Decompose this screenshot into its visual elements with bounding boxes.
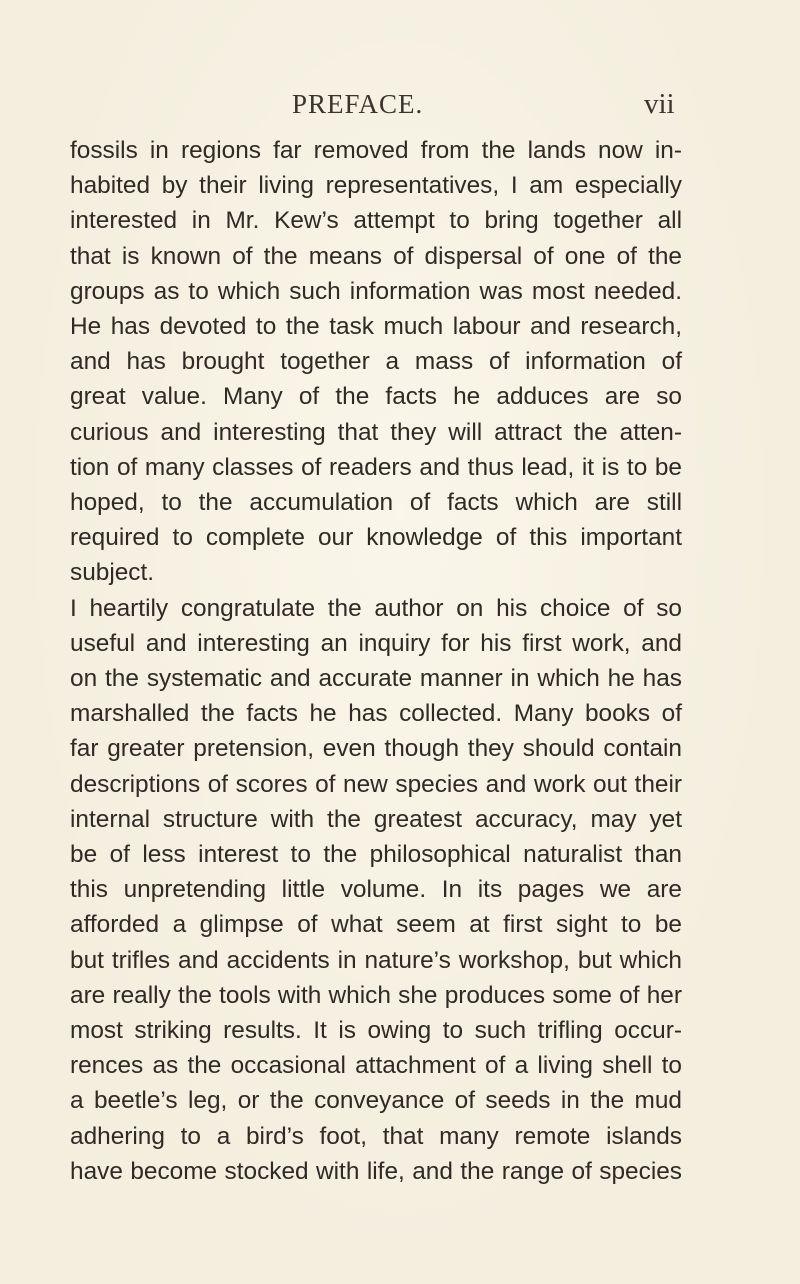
text-line: hoped, to the accumulation of facts which are still xyxy=(70,489,682,516)
text-line: useful and interesting an inquiry for his first work, and xyxy=(70,629,682,657)
text-line: habited by their living representatives, I am especially xyxy=(70,172,682,200)
text-line: fossils in regions far removed from the lands now in- xyxy=(70,137,682,164)
text-line: curious and interesting that they will attract the atten- xyxy=(70,418,682,446)
text-line: afforded a glimpse of what seem at first sight to be xyxy=(70,911,682,939)
text-line: and has brought together a mass of information of xyxy=(70,348,682,376)
text-line: be of less interest to the philosophical naturalist than xyxy=(70,841,682,868)
text-line: a beetle’s leg, or the conveyance of seeds in the mud xyxy=(70,1087,682,1115)
text-line: required to complete our knowledge of this important xyxy=(70,524,682,552)
text-line: that is known of the means of dispersal of one of the xyxy=(70,242,682,270)
text-line: internal structure with the greatest accuracy, may yet xyxy=(70,805,682,833)
running-head xyxy=(0,86,800,122)
text-line: but trifles and accidents in nature’s workshop, but which xyxy=(70,946,682,974)
text-line: great value. Many of the facts he adduces are so xyxy=(70,383,682,411)
text-line: on the systematic and accurate manner in which he has xyxy=(70,665,682,692)
running-head-title: PREFACE. xyxy=(292,89,424,119)
text-line: adhering to a bird’s foot, that many remote islands xyxy=(70,1122,682,1150)
text-line: most striking results. It is owing to such trifling occur- xyxy=(70,1017,682,1044)
text-line: groups as to which such information was most needed. xyxy=(70,277,682,305)
text-line: this unpretending little volume. In its pages we are xyxy=(70,876,682,904)
text-line: are really the tools with which she produces some of her xyxy=(70,981,682,1009)
text-line: have become stocked with life, and the range of species xyxy=(70,1157,682,1185)
text-line: rences as the occasional attachment of a living shell to xyxy=(70,1052,682,1080)
text-line: I heartily congratulate the author on his choice of so xyxy=(70,594,682,622)
text-line: descriptions of scores of new species and work out their xyxy=(70,770,682,798)
text-line: subject. xyxy=(70,559,155,587)
text-line: interested in Mr. Kew’s attempt to bring together all xyxy=(70,207,682,235)
text-line: tion of many classes of readers and thus lead, it is to be xyxy=(70,453,682,481)
page-number: vii xyxy=(644,88,675,120)
text-line: He has devoted to the task much labour and research, xyxy=(70,313,682,340)
text-line: far greater pretension, even though they should contain xyxy=(70,735,682,763)
text-line: marshalled the facts he has collected. Many books of xyxy=(70,700,682,728)
